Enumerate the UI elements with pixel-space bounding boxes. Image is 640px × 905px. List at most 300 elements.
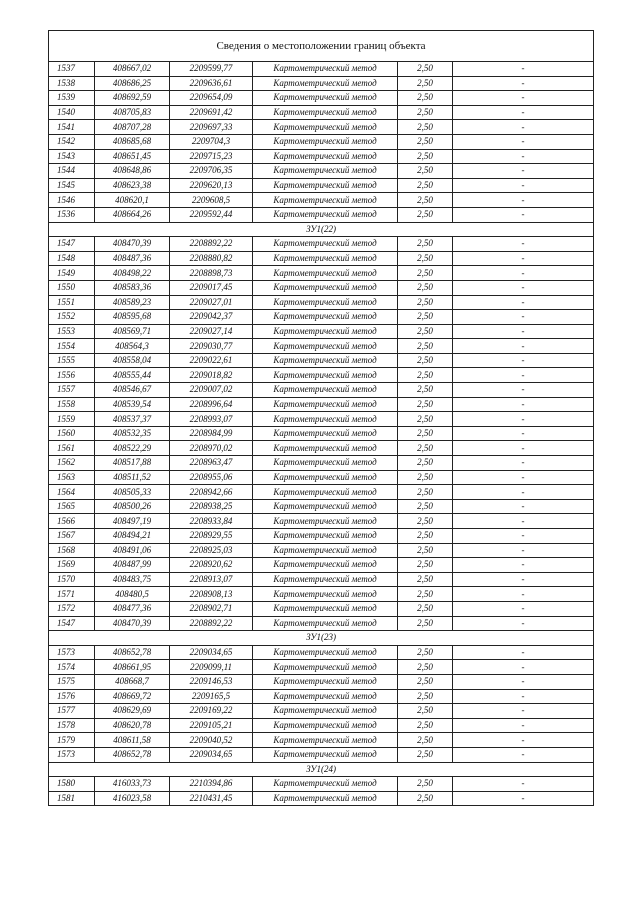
method-cell: Картометрический метод — [253, 529, 398, 544]
description-cell: - — [453, 339, 594, 354]
coordinate-x: 408487,36 — [95, 251, 170, 266]
method-cell: Картометрический метод — [253, 747, 398, 762]
point-number: 1558 — [49, 397, 95, 412]
description-cell: - — [453, 62, 594, 77]
precision-cell: 2,50 — [398, 499, 453, 514]
method-cell: Картометрический метод — [253, 134, 398, 149]
point-number: 1547 — [49, 616, 95, 631]
table-row — [49, 499, 594, 514]
coordinate-x: 408668,7 — [95, 674, 170, 689]
precision-cell: 2,50 — [398, 120, 453, 135]
coordinate-x: 408648,86 — [95, 164, 170, 179]
coordinate-x: 408685,68 — [95, 134, 170, 149]
coordinate-y: 2209636,61 — [170, 76, 253, 91]
coordinate-x: 408652,78 — [95, 645, 170, 660]
table-title: Сведения о местоположении границ объекта — [49, 31, 594, 62]
point-number: 1576 — [49, 689, 95, 704]
precision-cell: 2,50 — [398, 587, 453, 602]
method-cell: Картометрический метод — [253, 251, 398, 266]
method-cell: Картометрический метод — [253, 310, 398, 325]
coordinate-y: 2210394,86 — [170, 777, 253, 792]
coordinate-y: 2209592,44 — [170, 207, 253, 222]
coordinate-x: 408470,39 — [95, 616, 170, 631]
method-cell: Картометрический метод — [253, 704, 398, 719]
description-cell: - — [453, 324, 594, 339]
method-cell: Картометрический метод — [253, 353, 398, 368]
description-cell: - — [453, 660, 594, 675]
description-cell: - — [453, 529, 594, 544]
description-cell: - — [453, 558, 594, 573]
point-number: 1573 — [49, 645, 95, 660]
point-number: 1575 — [49, 674, 95, 689]
table-row — [49, 543, 594, 558]
method-cell: Картометрический метод — [253, 237, 398, 252]
description-cell: - — [453, 485, 594, 500]
table-row — [49, 120, 594, 135]
coordinate-y: 2209599,77 — [170, 62, 253, 77]
precision-cell: 2,50 — [398, 543, 453, 558]
precision-cell: 2,50 — [398, 777, 453, 792]
coordinate-x: 408620,1 — [95, 193, 170, 208]
coordinate-x: 408498,22 — [95, 266, 170, 281]
method-cell: Картометрический метод — [253, 558, 398, 573]
method-cell: Картометрический метод — [253, 645, 398, 660]
point-number: 1553 — [49, 324, 95, 339]
point-number: 1562 — [49, 456, 95, 471]
precision-cell: 2,50 — [398, 134, 453, 149]
method-cell: Картометрический метод — [253, 91, 398, 106]
description-cell: - — [453, 777, 594, 792]
method-cell: Картометрический метод — [253, 601, 398, 616]
description-cell: - — [453, 514, 594, 529]
description-cell: - — [453, 674, 594, 689]
point-number: 1539 — [49, 91, 95, 106]
point-number: 1567 — [49, 529, 95, 544]
method-cell: Картометрический метод — [253, 733, 398, 748]
coordinate-y: 2209105,21 — [170, 718, 253, 733]
precision-cell: 2,50 — [398, 733, 453, 748]
table-row — [49, 558, 594, 573]
precision-cell: 2,50 — [398, 251, 453, 266]
coordinate-x: 408595,68 — [95, 310, 170, 325]
coordinate-y: 2208938,25 — [170, 499, 253, 514]
precision-cell: 2,50 — [398, 149, 453, 164]
precision-cell: 2,50 — [398, 339, 453, 354]
point-number: 1557 — [49, 383, 95, 398]
point-number: 1544 — [49, 164, 95, 179]
precision-cell: 2,50 — [398, 412, 453, 427]
coordinate-x: 408583,36 — [95, 280, 170, 295]
description-cell: - — [453, 178, 594, 193]
coordinate-y: 2209034,65 — [170, 747, 253, 762]
precision-cell: 2,50 — [398, 601, 453, 616]
coordinate-y: 2208925,03 — [170, 543, 253, 558]
point-number: 1573 — [49, 747, 95, 762]
precision-cell: 2,50 — [398, 456, 453, 471]
method-cell: Картометрический метод — [253, 193, 398, 208]
method-cell: Картометрический метод — [253, 441, 398, 456]
point-number: 1543 — [49, 149, 95, 164]
method-cell: Картометрический метод — [253, 120, 398, 135]
precision-cell: 2,50 — [398, 558, 453, 573]
table-row — [49, 704, 594, 719]
coordinate-x: 408491,06 — [95, 543, 170, 558]
coordinate-y: 2208942,66 — [170, 485, 253, 500]
coordinate-x: 408537,37 — [95, 412, 170, 427]
table-row — [49, 689, 594, 704]
coordinate-y: 2208898,73 — [170, 266, 253, 281]
coordinate-x: 408705,83 — [95, 105, 170, 120]
table-row — [49, 529, 594, 544]
point-number: 1547 — [49, 237, 95, 252]
coordinate-y: 2208892,22 — [170, 237, 253, 252]
coordinate-x: 416033,73 — [95, 777, 170, 792]
table-row — [49, 470, 594, 485]
description-cell: - — [453, 76, 594, 91]
method-cell: Картометрический метод — [253, 280, 398, 295]
description-cell: - — [453, 397, 594, 412]
coordinate-x: 408661,95 — [95, 660, 170, 675]
boundary-table — [48, 30, 594, 806]
point-number: 1568 — [49, 543, 95, 558]
table-row — [49, 149, 594, 164]
method-cell: Картометрический метод — [253, 76, 398, 91]
point-number: 1546 — [49, 193, 95, 208]
table-row — [49, 616, 594, 631]
method-cell: Картометрический метод — [253, 616, 398, 631]
coordinate-y: 2208892,22 — [170, 616, 253, 631]
table-row — [49, 193, 594, 208]
precision-cell: 2,50 — [398, 704, 453, 719]
coordinate-y: 2209027,14 — [170, 324, 253, 339]
table-row — [49, 353, 594, 368]
section-label: ЗУ1(22) — [49, 222, 594, 237]
description-cell: - — [453, 791, 594, 806]
coordinate-y: 2208880,82 — [170, 251, 253, 266]
point-number: 1540 — [49, 105, 95, 120]
method-cell: Картометрический метод — [253, 499, 398, 514]
coordinate-x: 408686,25 — [95, 76, 170, 91]
precision-cell: 2,50 — [398, 485, 453, 500]
precision-cell: 2,50 — [398, 660, 453, 675]
coordinate-x: 408558,04 — [95, 353, 170, 368]
coordinate-y: 2208963,47 — [170, 456, 253, 471]
table-row — [49, 660, 594, 675]
precision-cell: 2,50 — [398, 280, 453, 295]
point-number: 1580 — [49, 777, 95, 792]
table-row — [49, 485, 594, 500]
point-number: 1561 — [49, 441, 95, 456]
coordinate-y: 2208929,55 — [170, 529, 253, 544]
coordinate-y: 2210431,45 — [170, 791, 253, 806]
method-cell: Картометрический метод — [253, 178, 398, 193]
description-cell: - — [453, 470, 594, 485]
point-number: 1560 — [49, 426, 95, 441]
coordinate-y: 2208996,64 — [170, 397, 253, 412]
precision-cell: 2,50 — [398, 718, 453, 733]
table-row — [49, 266, 594, 281]
method-cell: Картометрический метод — [253, 587, 398, 602]
coordinate-y: 2209017,45 — [170, 280, 253, 295]
point-number: 1564 — [49, 485, 95, 500]
table-row — [49, 777, 594, 792]
precision-cell: 2,50 — [398, 674, 453, 689]
coordinate-y: 2209620,13 — [170, 178, 253, 193]
description-cell: - — [453, 368, 594, 383]
precision-cell: 2,50 — [398, 645, 453, 660]
coordinate-y: 2208902,71 — [170, 601, 253, 616]
method-cell: Картометрический метод — [253, 62, 398, 77]
coordinate-y: 2209007,02 — [170, 383, 253, 398]
description-cell: - — [453, 134, 594, 149]
description-cell: - — [453, 689, 594, 704]
section-row — [49, 631, 594, 646]
precision-cell: 2,50 — [398, 91, 453, 106]
description-cell: - — [453, 733, 594, 748]
point-number: 1537 — [49, 62, 95, 77]
description-cell: - — [453, 426, 594, 441]
precision-cell: 2,50 — [398, 266, 453, 281]
coordinate-x: 408500,26 — [95, 499, 170, 514]
coordinate-x: 408564,3 — [95, 339, 170, 354]
precision-cell: 2,50 — [398, 178, 453, 193]
section-label: ЗУ1(24) — [49, 762, 594, 777]
method-cell: Картометрический метод — [253, 383, 398, 398]
table-row — [49, 791, 594, 806]
table-row — [49, 718, 594, 733]
precision-cell: 2,50 — [398, 397, 453, 412]
point-number: 1556 — [49, 368, 95, 383]
coordinate-y: 2208993,07 — [170, 412, 253, 427]
coordinate-x: 408546,67 — [95, 383, 170, 398]
coordinate-y: 2209704,3 — [170, 134, 253, 149]
coordinate-x: 408497,19 — [95, 514, 170, 529]
precision-cell: 2,50 — [398, 237, 453, 252]
table-row — [49, 237, 594, 252]
table-row — [49, 572, 594, 587]
point-number: 1550 — [49, 280, 95, 295]
precision-cell: 2,50 — [398, 572, 453, 587]
precision-cell: 2,50 — [398, 295, 453, 310]
method-cell: Картометрический метод — [253, 514, 398, 529]
description-cell: - — [453, 704, 594, 719]
description-cell: - — [453, 747, 594, 762]
coordinate-x: 408539,54 — [95, 397, 170, 412]
precision-cell: 2,50 — [398, 62, 453, 77]
description-cell: - — [453, 120, 594, 135]
coordinate-x: 408667,02 — [95, 62, 170, 77]
point-number: 1563 — [49, 470, 95, 485]
description-cell: - — [453, 91, 594, 106]
coordinate-x: 416023,58 — [95, 791, 170, 806]
title-row — [49, 31, 594, 62]
description-cell: - — [453, 441, 594, 456]
description-cell: - — [453, 353, 594, 368]
coordinate-y: 2209018,82 — [170, 368, 253, 383]
coordinate-y: 2208955,06 — [170, 470, 253, 485]
description-cell: - — [453, 616, 594, 631]
table-row — [49, 91, 594, 106]
method-cell: Картометрический метод — [253, 164, 398, 179]
coordinate-x: 408477,36 — [95, 601, 170, 616]
precision-cell: 2,50 — [398, 441, 453, 456]
table-row — [49, 295, 594, 310]
precision-cell: 2,50 — [398, 76, 453, 91]
table-row — [49, 310, 594, 325]
table-row — [49, 105, 594, 120]
method-cell: Картометрический метод — [253, 791, 398, 806]
coordinate-y: 2209030,77 — [170, 339, 253, 354]
document-sheet — [48, 30, 593, 806]
point-number: 1554 — [49, 339, 95, 354]
coordinate-x: 408611,58 — [95, 733, 170, 748]
section-row — [49, 762, 594, 777]
precision-cell: 2,50 — [398, 193, 453, 208]
table-row — [49, 733, 594, 748]
table-row — [49, 368, 594, 383]
point-number: 1572 — [49, 601, 95, 616]
point-number: 1578 — [49, 718, 95, 733]
point-number: 1555 — [49, 353, 95, 368]
section-label: ЗУ1(23) — [49, 631, 594, 646]
method-cell: Картометрический метод — [253, 718, 398, 733]
coordinate-y: 2209691,42 — [170, 105, 253, 120]
coordinate-x: 408511,52 — [95, 470, 170, 485]
table-row — [49, 134, 594, 149]
coordinate-y: 2209027,01 — [170, 295, 253, 310]
table-row — [49, 62, 594, 77]
point-number: 1552 — [49, 310, 95, 325]
description-cell: - — [453, 266, 594, 281]
coordinate-y: 2209042,37 — [170, 310, 253, 325]
precision-cell: 2,50 — [398, 470, 453, 485]
description-cell: - — [453, 237, 594, 252]
coordinate-x: 408494,21 — [95, 529, 170, 544]
description-cell: - — [453, 193, 594, 208]
method-cell: Картометрический метод — [253, 149, 398, 164]
table-row — [49, 324, 594, 339]
point-number: 1548 — [49, 251, 95, 266]
coordinate-y: 2209022,61 — [170, 353, 253, 368]
description-cell: - — [453, 499, 594, 514]
table-row — [49, 601, 594, 616]
table-row — [49, 164, 594, 179]
table-row — [49, 207, 594, 222]
description-cell: - — [453, 572, 594, 587]
coordinate-y: 2208913,07 — [170, 572, 253, 587]
table-row — [49, 383, 594, 398]
table-row — [49, 514, 594, 529]
coordinate-x: 408589,23 — [95, 295, 170, 310]
coordinate-x: 408629,69 — [95, 704, 170, 719]
coordinate-y: 2209608,5 — [170, 193, 253, 208]
method-cell: Картометрический метод — [253, 397, 398, 412]
table-row — [49, 426, 594, 441]
method-cell: Картометрический метод — [253, 266, 398, 281]
coordinate-x: 408487,99 — [95, 558, 170, 573]
description-cell: - — [453, 456, 594, 471]
coordinate-x: 408483,75 — [95, 572, 170, 587]
precision-cell: 2,50 — [398, 368, 453, 383]
coordinate-x: 408652,78 — [95, 747, 170, 762]
point-number: 1579 — [49, 733, 95, 748]
coordinate-x: 408692,59 — [95, 91, 170, 106]
coordinate-x: 408623,38 — [95, 178, 170, 193]
method-cell: Картометрический метод — [253, 456, 398, 471]
table-row — [49, 441, 594, 456]
method-cell: Картометрический метод — [253, 207, 398, 222]
method-cell: Картометрический метод — [253, 660, 398, 675]
table-row — [49, 397, 594, 412]
coordinate-y: 2209165,5 — [170, 689, 253, 704]
method-cell: Картометрический метод — [253, 339, 398, 354]
point-number: 1570 — [49, 572, 95, 587]
precision-cell: 2,50 — [398, 353, 453, 368]
description-cell: - — [453, 383, 594, 398]
table-row — [49, 674, 594, 689]
method-cell: Картометрический метод — [253, 295, 398, 310]
coordinate-y: 2209099,11 — [170, 660, 253, 675]
point-number: 1545 — [49, 178, 95, 193]
point-number: 1574 — [49, 660, 95, 675]
description-cell: - — [453, 149, 594, 164]
description-cell: - — [453, 718, 594, 733]
table-row — [49, 587, 594, 602]
table-row — [49, 747, 594, 762]
method-cell: Картометрический метод — [253, 426, 398, 441]
precision-cell: 2,50 — [398, 529, 453, 544]
point-number: 1551 — [49, 295, 95, 310]
point-number: 1559 — [49, 412, 95, 427]
precision-cell: 2,50 — [398, 105, 453, 120]
coordinate-y: 2208984,99 — [170, 426, 253, 441]
table-row — [49, 645, 594, 660]
point-number: 1571 — [49, 587, 95, 602]
description-cell: - — [453, 310, 594, 325]
method-cell: Картометрический метод — [253, 470, 398, 485]
method-cell: Картометрический метод — [253, 324, 398, 339]
description-cell: - — [453, 601, 594, 616]
description-cell: - — [453, 645, 594, 660]
point-number: 1569 — [49, 558, 95, 573]
coordinate-y: 2208908,13 — [170, 587, 253, 602]
precision-cell: 2,50 — [398, 426, 453, 441]
table-row — [49, 178, 594, 193]
coordinate-y: 2209146,53 — [170, 674, 253, 689]
precision-cell: 2,50 — [398, 324, 453, 339]
table-row — [49, 76, 594, 91]
method-cell: Картометрический метод — [253, 105, 398, 120]
precision-cell: 2,50 — [398, 383, 453, 398]
coordinate-x: 408555,44 — [95, 368, 170, 383]
table-row — [49, 412, 594, 427]
coordinate-x: 408517,88 — [95, 456, 170, 471]
coordinate-y: 2209034,65 — [170, 645, 253, 660]
description-cell: - — [453, 295, 594, 310]
coordinate-x: 408669,72 — [95, 689, 170, 704]
coordinate-y: 2209697,33 — [170, 120, 253, 135]
method-cell: Картометрический метод — [253, 412, 398, 427]
method-cell: Картометрический метод — [253, 689, 398, 704]
method-cell: Картометрический метод — [253, 572, 398, 587]
point-number: 1542 — [49, 134, 95, 149]
coordinate-y: 2209654,09 — [170, 91, 253, 106]
description-cell: - — [453, 587, 594, 602]
table-row — [49, 251, 594, 266]
coordinate-x: 408569,71 — [95, 324, 170, 339]
point-number: 1581 — [49, 791, 95, 806]
description-cell: - — [453, 543, 594, 558]
